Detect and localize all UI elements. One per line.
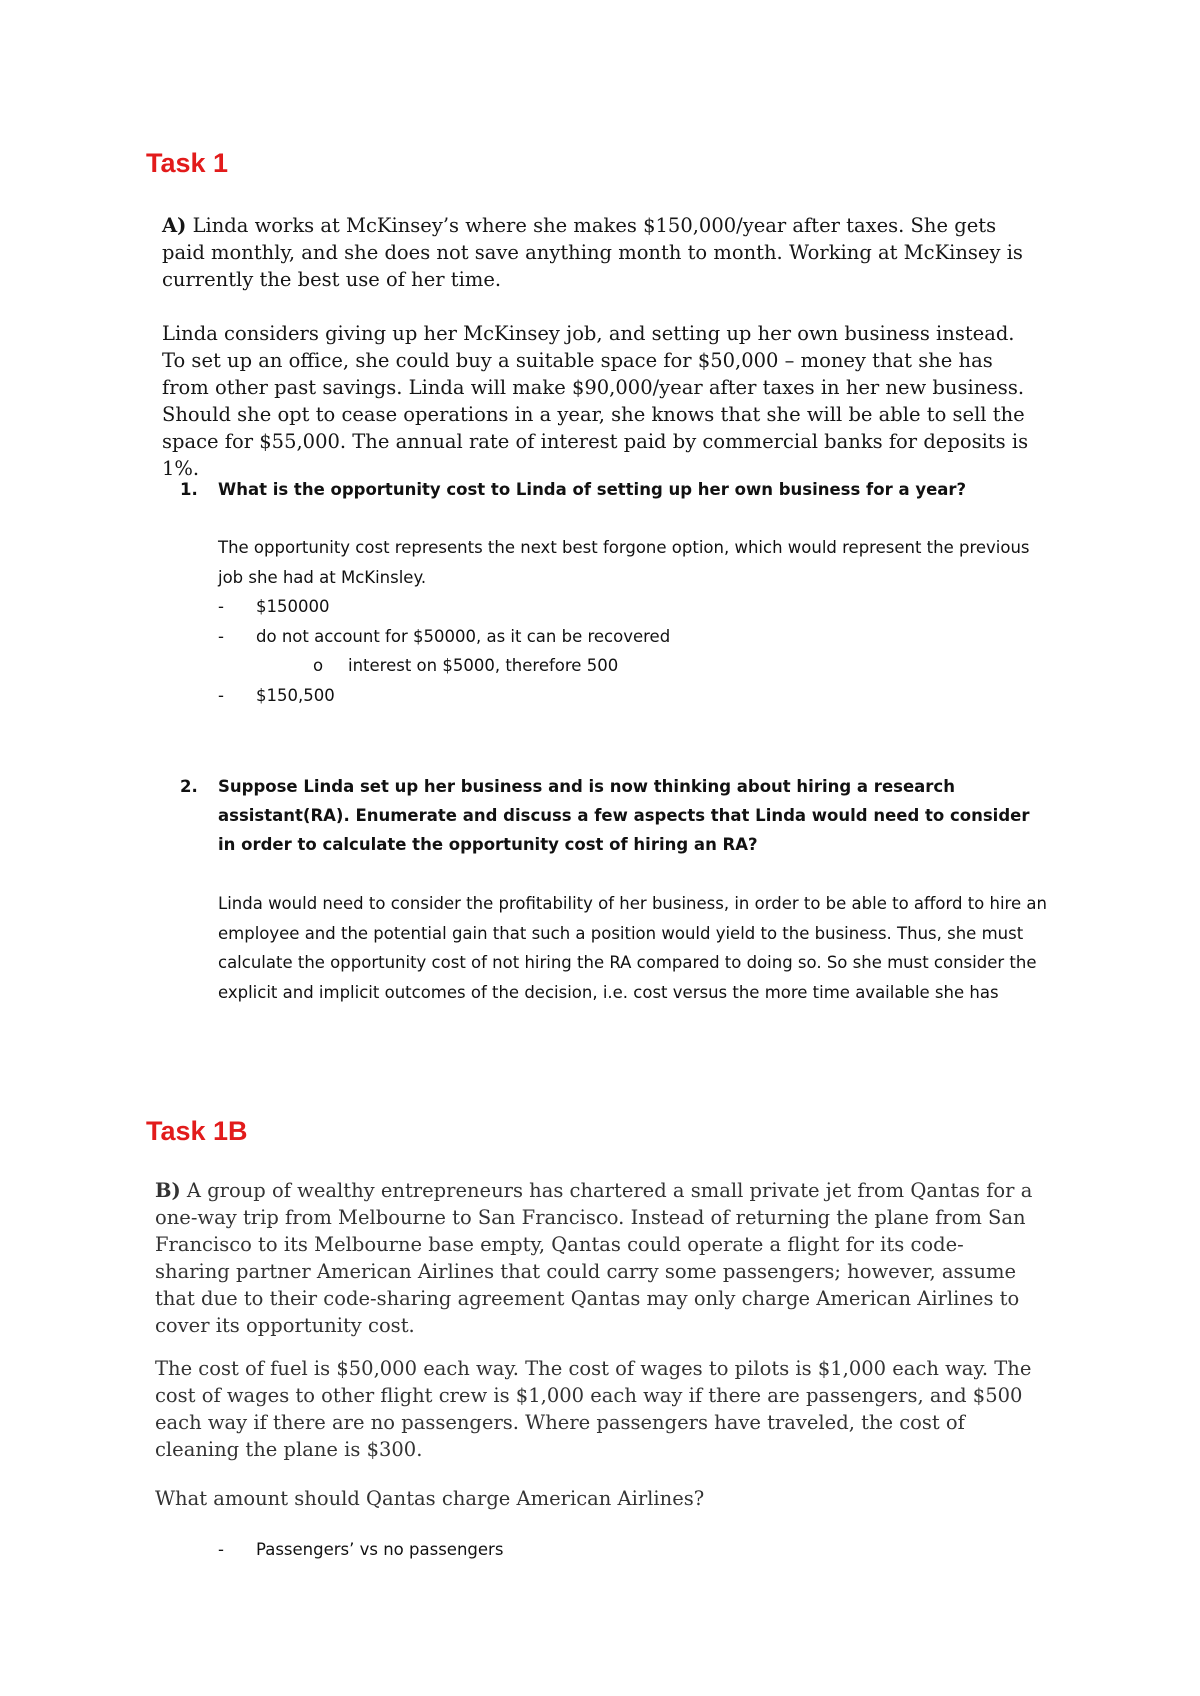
- task1b-title: Task 1B: [146, 1116, 248, 1146]
- task1b-prompt-para1: [155, 1177, 1035, 1339]
- answer-2: Linda would need to consider the profitability of her business, in order to be able to afford to hire an employee and the potential gain that such a position would yield to the business. Thus, she must calculate the opportunity cost of not hiring the RA compared to doing so. So she must consider the explicit and implicit outcomes of the decision, i.e. cost versus the more time available she has: [218, 894, 1047, 1002]
- question-1-number: 1.: [180, 480, 198, 499]
- question-1: [180, 475, 1060, 504]
- answer-1: The opportunity cost represents the next best forgone option, which would represent the previous job she had at McKinsley.: [218, 538, 1030, 587]
- task1b-prompt-para1-text: A group of wealthy entrepreneurs has chartered a small private jet from Qantas for a one-way trip from Melbourne to San Francisco. Instead of returning the plane from San Francisco to its Melbourne base empty, Qantas could operate a flight for its code-sharing partner American Airlines that could carry some passengers; however, assume that due to their code-sharing agreement Qantas may only charge American Airlines to cover its opportunity cost.: [155, 1179, 1033, 1337]
- task1b-question: What amount should Qantas charge American Airlines?: [155, 1487, 705, 1510]
- question-1-text: What is the opportunity cost to Linda of setting up her own business for a year?: [218, 480, 967, 499]
- task1-prompt-para1: [162, 212, 1042, 293]
- question-2-number: 2.: [180, 777, 198, 796]
- task1-prompt-para1-text: Linda works at McKinsey’s where she makes $150,000/year after taxes. She gets paid monthly, and she does not save anything month to month. Working at McKinsey is currently the best use of her time.: [162, 214, 1023, 291]
- task1b-prompt-label: B): [155, 1179, 181, 1202]
- list-item: - $150000: [218, 597, 330, 616]
- task1b-bullet-list: [218, 1535, 503, 1565]
- answer-1-bullet-list: [218, 592, 670, 710]
- task1-prompt-para2: Linda considers giving up her McKinsey job, and setting up her own business instead. To set up an office, she could buy a suitable space for $50,000 – money that she has from other past savings. Linda will make $90,000/year after taxes in her new business. Should she opt to cease operations in a year, she knows that she will be able to sell the space for $55,000. The annual rate of interest paid by commercial banks for deposits is 1%.: [162, 322, 1029, 480]
- list-item: - do not account for $50000, as it can be recovered: [218, 626, 671, 646]
- list-item: - $150,500: [218, 685, 335, 705]
- task1b-prompt-para2: The cost of fuel is $50,000 each way. The cost of wages to pilots is $1,000 each way. The cost of wages to other flight crew is $1,000 each way if there are passengers, and $500 each way if there are no passengers. Where passengers have traveled, the cost of cleaning the plane is $300.: [155, 1357, 1032, 1461]
- list-item: o interest on $5000, therefore 500: [313, 656, 619, 675]
- question-2: [180, 772, 1060, 859]
- task1-prompt-label: A): [162, 214, 187, 237]
- task1-title: Task 1: [146, 148, 229, 178]
- question-2-text: Suppose Linda set up her business and is now thinking about hiring a research assistant(RA). Enumerate and discuss a few aspects that Linda would need to consider in order to calculate the opportunity cost of hiring an RA?: [218, 777, 1030, 854]
- list-item: - Passengers’ vs no passengers: [218, 1540, 504, 1559]
